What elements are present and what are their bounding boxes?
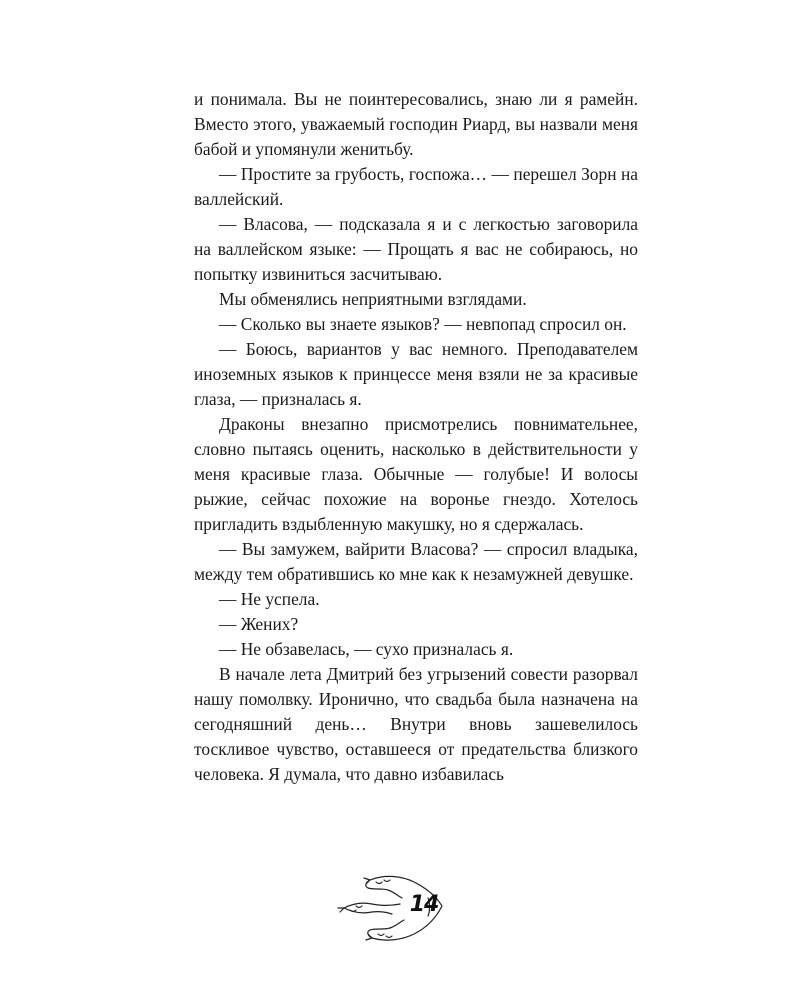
paragraph-5: — Сколько вы знаете языков? — невпопад спросил он. [219,314,627,334]
paragraph-6: — Боюсь, вариантов у вас немного. Преподавателем иноземных языков к принцессе меня взяли не за красивые глаза, — призналась я. [194,339,638,409]
page-folio [330,868,460,948]
paragraph-3: — Власова, — подсказала я и с легкостью заговорила на валлейском языке: — Прощать я вас не собираюсь, но попытку извиниться засчитываю. [194,214,638,284]
paragraph-7: Драконы внезапно присмотрелись повнимательнее, словно пытаясь оценить, насколько в действительности у меня красивые глаза. Обычные — голубые! И волосы рыжие, сейчас похожие на воронье гнездо. Хотелось пригладить вздыбленную макушку, но я сдержалась. [194,414,638,534]
page-number: 14 [409,892,439,917]
paragraph-11: — Не обзавелась, — сухо призналась я. [219,639,514,659]
paragraph-12: В начале лета Дмитрий без угрызений совести разорвал нашу помолвку. Иронично, что свадьба была назначена на сегодняшний день… Внутри вновь зашевелилось тоскливое чувство, оставшееся от предательства близкого человека. Я думала, что давно избавилась [194,664,638,784]
paragraph-8: — Вы замужем, вайрити Власова? — спросил владыка, между тем обратившись ко мне как к незамужней девушке. [194,539,638,584]
paragraph-9: — Не успела. [219,589,320,609]
paragraph-10: — Жених? [219,614,299,634]
paragraph-4: Мы обменялись неприятными взглядами. [219,289,527,309]
paragraph-2: — Простите за грубость, госпожа… — перешел Зорн на валлейский. [194,164,638,209]
book-page-text [194,87,638,787]
paragraph-1: и понимала. Вы не поинтересовались, знаю ли я рамейн. Вместо этого, уважаемый господин Риард, вы назвали меня бабой и упомянули женитьбу. [194,89,638,159]
